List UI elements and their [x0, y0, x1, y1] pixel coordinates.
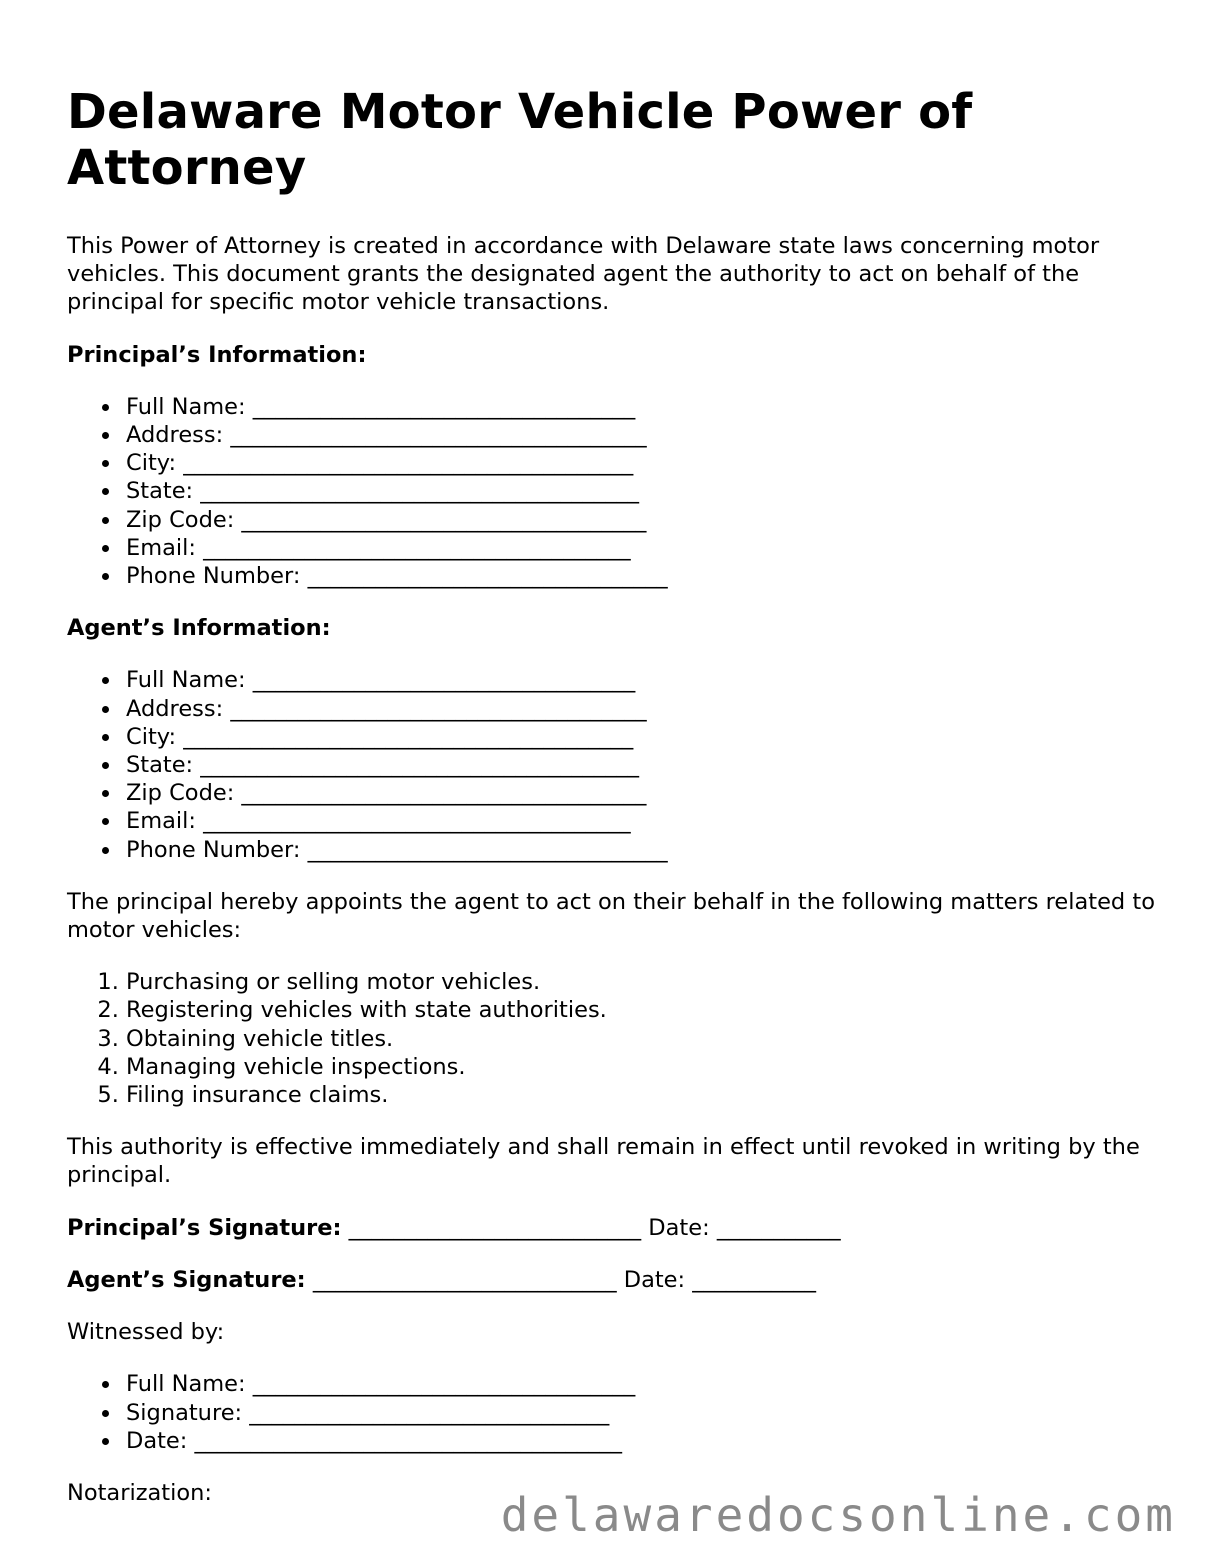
document-page: [67, 84, 1157, 1531]
principal-signature-line: [67, 1214, 1157, 1242]
witness-list: [67, 1370, 1157, 1455]
notarization-heading: Notarization:: [67, 1479, 212, 1506]
principal-signature-blank: __________________________ Date: ___________: [341, 1214, 841, 1241]
agent-full-name-field: Full Name: __________________________________: [126, 666, 1157, 694]
agent-address-field: Address: _____________________________________: [126, 695, 1157, 723]
principal-info-list: [67, 393, 1157, 590]
principal-signature-label: Principal’s Signature:: [67, 1214, 342, 1241]
powers-list: [67, 968, 1157, 1109]
witness-full-name-field: Full Name: __________________________________: [126, 1370, 1157, 1398]
witness-heading: Witnessed by:: [67, 1319, 225, 1346]
power-item: 3. Obtaining vehicle titles.: [126, 1025, 1157, 1053]
principal-info-heading: Principal’s Information:: [67, 341, 367, 368]
agent-info-list: [67, 666, 1157, 863]
power-item: 1. Purchasing or selling motor vehicles.: [126, 968, 1157, 996]
principal-full-name-field: Full Name: __________________________________: [126, 393, 1157, 421]
principal-state-field: State: _______________________________________: [126, 477, 1157, 505]
agent-zip-field: Zip Code: ____________________________________: [126, 779, 1157, 807]
power-item: 5. Filing insurance claims.: [126, 1081, 1157, 1109]
agent-info-heading: Agent’s Information:: [67, 615, 331, 642]
agent-phone-field: Phone Number: ________________________________: [126, 836, 1157, 864]
principal-zip-field: Zip Code: ____________________________________: [126, 506, 1157, 534]
agent-signature-label: Agent’s Signature:: [67, 1266, 306, 1293]
principal-city-field: City: ________________________________________: [126, 449, 1157, 477]
principal-email-field: Email: ______________________________________: [126, 534, 1157, 562]
witness-date-field: Date: ______________________________________: [126, 1427, 1157, 1455]
agent-state-field: State: _______________________________________: [126, 751, 1157, 779]
watermark: delawaredocsonline.com: [500, 1488, 1176, 1542]
agent-email-field: Email: ______________________________________: [126, 807, 1157, 835]
agent-signature-blank: ___________________________ Date: ___________: [305, 1266, 817, 1293]
power-item: 4. Managing vehicle inspections.: [126, 1053, 1157, 1081]
principal-address-field: Address: _____________________________________: [126, 421, 1157, 449]
agent-city-field: City: ________________________________________: [126, 723, 1157, 751]
agent-signature-line: [67, 1266, 1157, 1294]
principal-phone-field: Phone Number: ________________________________: [126, 562, 1157, 590]
witness-signature-field: Signature: ________________________________: [126, 1399, 1157, 1427]
appointment-paragraph: The principal hereby appoints the agent to act on their behalf in the following matters related to motor vehicles:: [67, 888, 1155, 944]
effective-paragraph: This authority is effective immediately and shall remain in effect until revoked in writing by the principal.: [67, 1134, 1140, 1189]
document-title: Delaware Motor Vehicle Power of Attorney: [67, 84, 973, 196]
intro-paragraph: This Power of Attorney is created in accordance with Delaware state laws concerning motor vehicles. This document grants the designated agent the authority to act on behalf of the principal for specific motor vehicle transactions.: [67, 233, 1100, 316]
power-item: 2. Registering vehicles with state authorities.: [126, 996, 1157, 1024]
